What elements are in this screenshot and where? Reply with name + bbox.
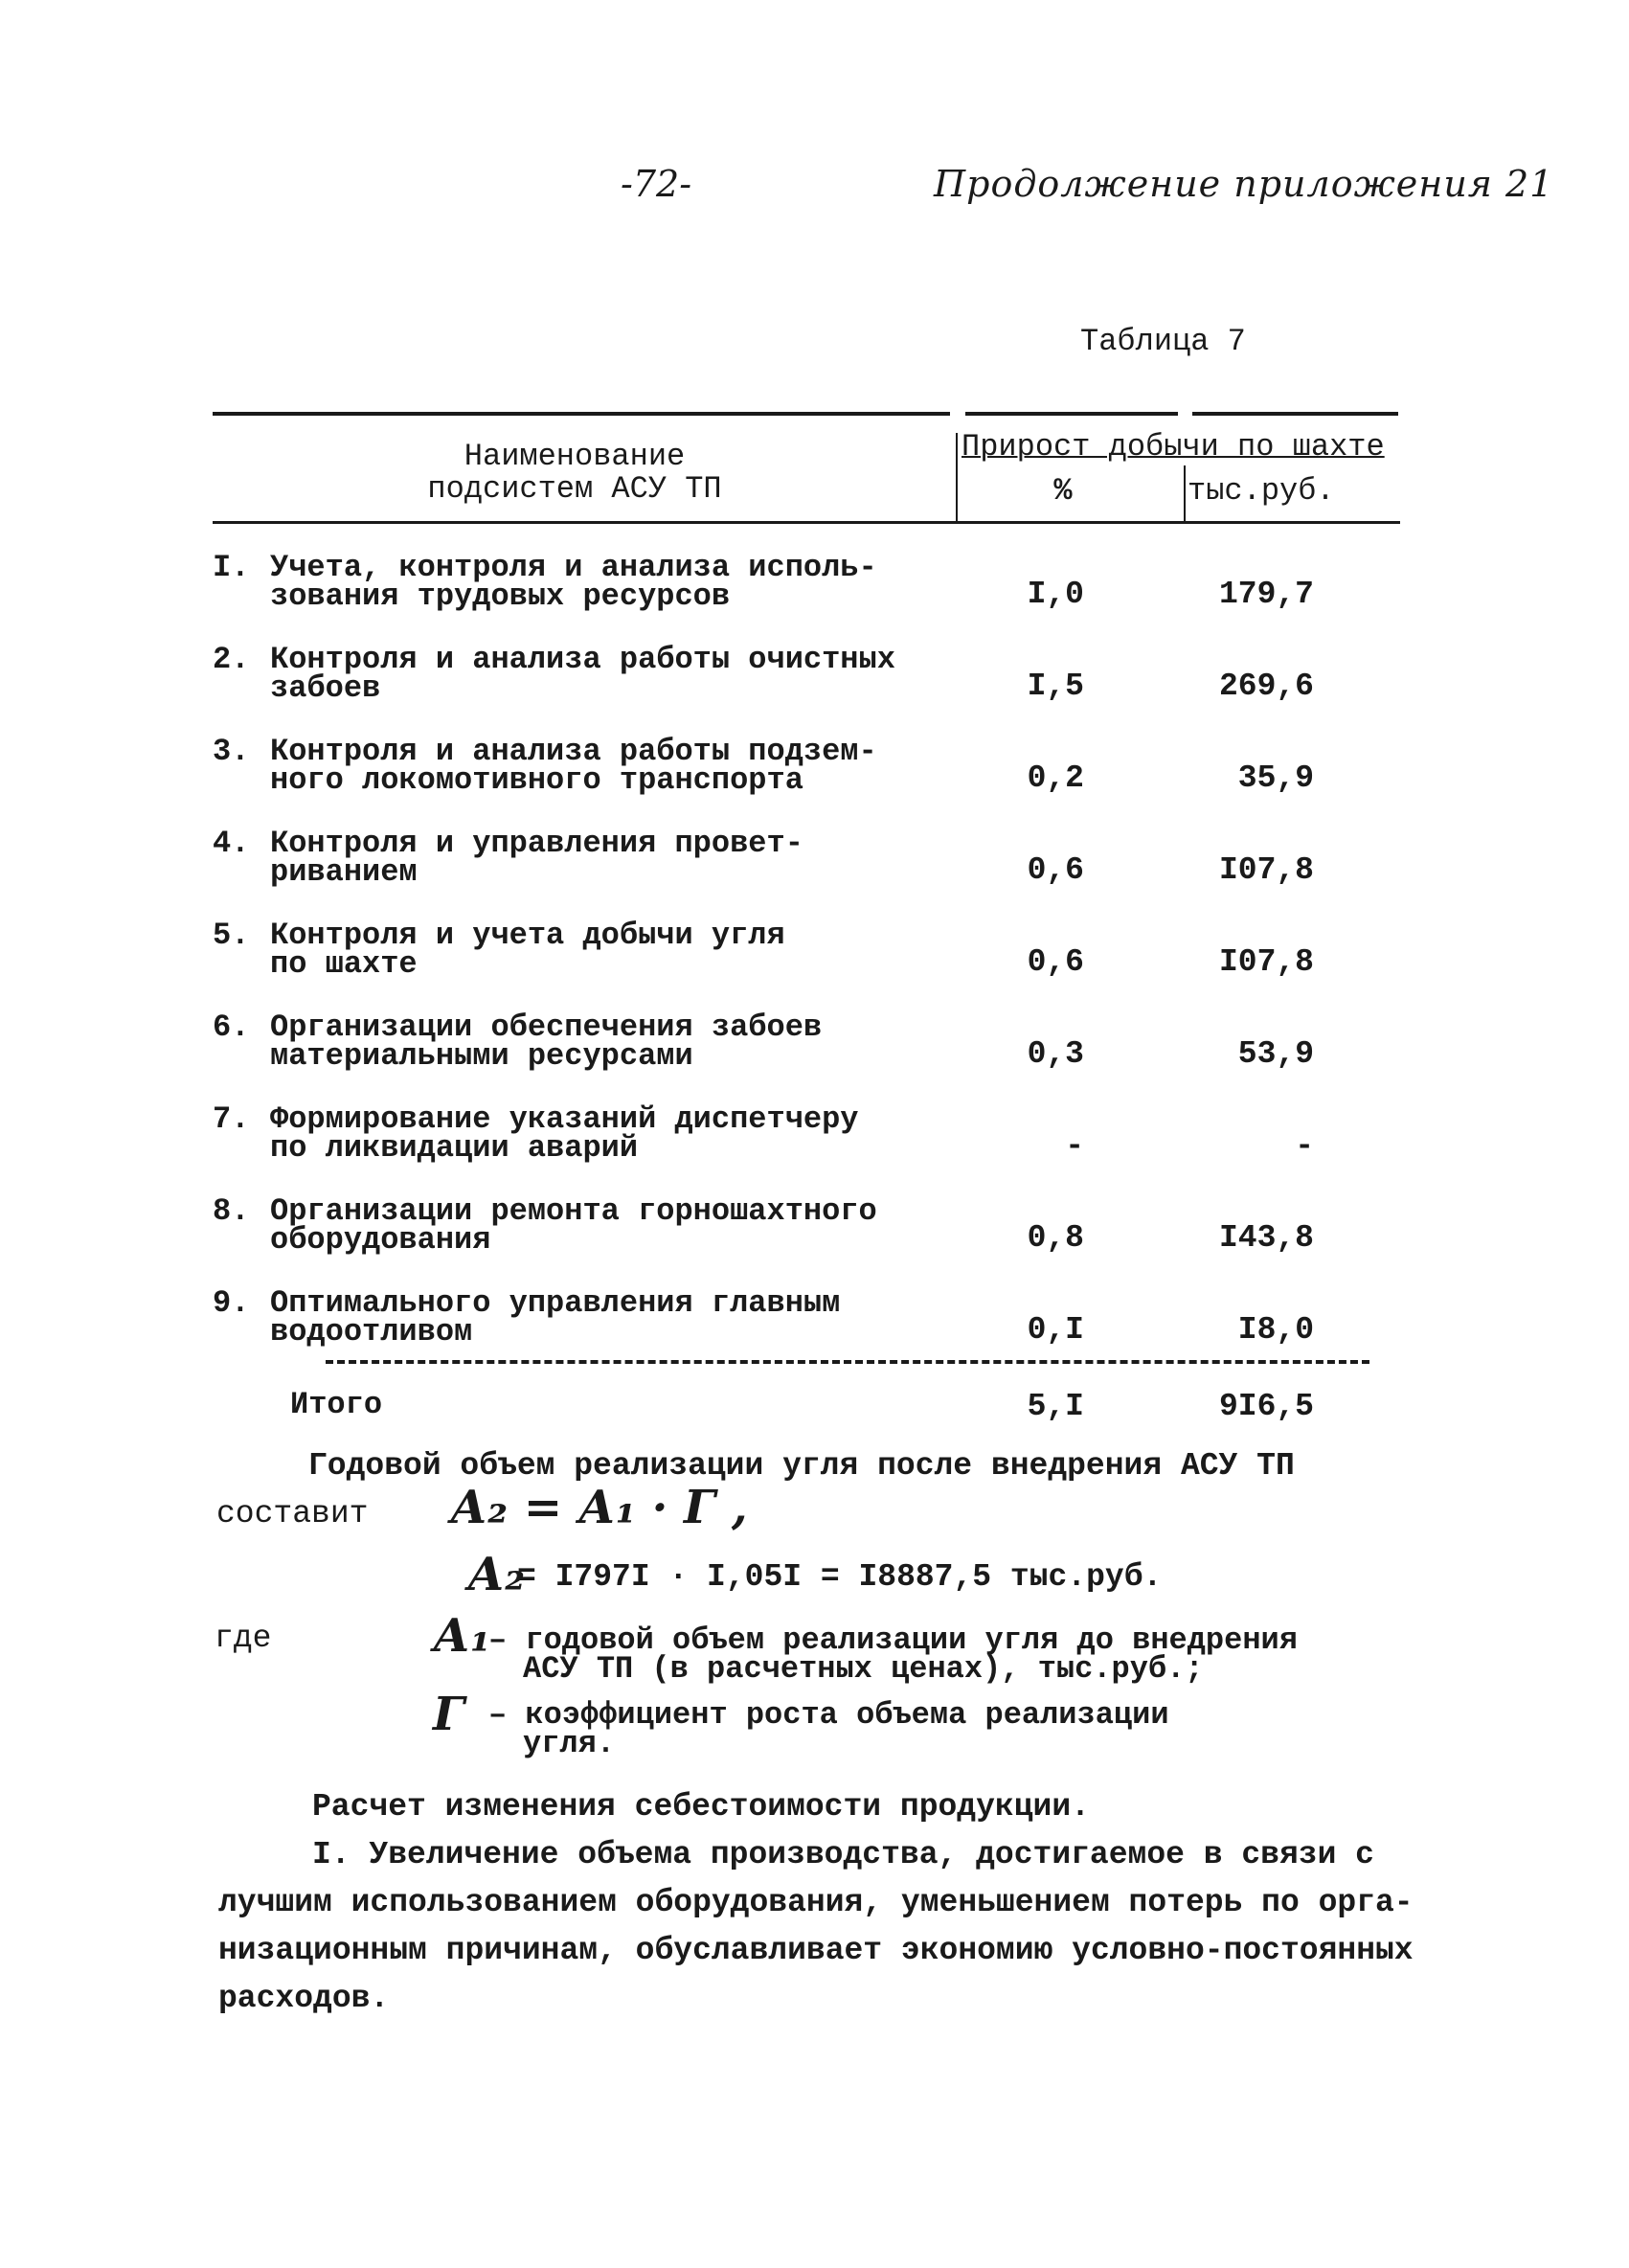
table-dashed-separator: [326, 1360, 1369, 1364]
row-number: I.: [213, 550, 250, 585]
row-name-line2: материальными ресурсами: [270, 1038, 693, 1074]
table-top-rule-left: [213, 412, 950, 416]
column-header-name-line1: Наименование: [464, 439, 686, 474]
row-name-line1: Контроля и анализа работы очистных: [270, 642, 895, 677]
column-header-name-line2: подсистем АСУ ТП: [427, 471, 722, 507]
formula-symbol: А₂: [467, 1548, 526, 1601]
table-header-rule: [213, 521, 1400, 524]
row-sum: -: [1295, 1128, 1314, 1164]
row-number: 6.: [213, 1009, 250, 1045]
row-number: 8.: [213, 1193, 250, 1229]
row-sum: I07,8: [1218, 852, 1314, 888]
total-label: Итого: [290, 1387, 383, 1422]
row-name-line1: Контроля и анализа работы подзем-: [270, 734, 877, 769]
row-percent: 0,6: [1027, 944, 1084, 980]
row-name-line2: по шахте: [270, 946, 418, 982]
paragraph-line: расходов.: [218, 1981, 390, 2016]
row-name-line2: забоев: [270, 670, 381, 706]
appendix-note: Продолжение приложения 21: [934, 163, 1554, 205]
row-percent: -: [1065, 1128, 1084, 1164]
row-number: 9.: [213, 1285, 250, 1321]
definition-text: – коэффициент роста объема реализации: [488, 1697, 1169, 1733]
row-sum: 35,9: [1237, 760, 1314, 796]
where-label: где: [215, 1621, 272, 1656]
row-percent: 0,2: [1027, 760, 1084, 796]
row-name-line2: ного локомотивного транспорта: [270, 762, 803, 798]
row-sum: 179,7: [1218, 577, 1314, 612]
definition-text: угля.: [523, 1726, 616, 1761]
row-sum: I07,8: [1218, 944, 1314, 980]
row-number: 3.: [213, 734, 250, 769]
formula-annual-volume: А₂ = А₁ · Г ,: [450, 1481, 748, 1534]
column-header-name: [316, 441, 833, 506]
section-heading: Расчет изменения себестоимости продукции.: [312, 1789, 1090, 1825]
paragraph-line: Годовой объем реализации угля после внедрения АСУ ТП: [308, 1448, 1295, 1484]
row-number: 4.: [213, 826, 250, 861]
row-number: 7.: [213, 1101, 250, 1137]
header-divider: [956, 433, 958, 521]
row-name-line2: по ликвидации аварий: [270, 1130, 639, 1166]
paragraph-line: составит: [216, 1496, 369, 1531]
table-title: Таблица 7: [1080, 324, 1246, 359]
total-percent: 5,I: [1027, 1389, 1084, 1424]
row-percent: I,0: [1027, 577, 1084, 612]
row-percent: 0,6: [1027, 852, 1084, 888]
column-header-percent: %: [1053, 473, 1073, 509]
paragraph-line: лучшим использованием оборудования, уменьшением потерь по орга-: [218, 1885, 1414, 1920]
row-percent: 0,3: [1027, 1036, 1084, 1072]
total-sum: 9I6,5: [1218, 1389, 1314, 1424]
row-sum: 269,6: [1218, 669, 1314, 704]
row-name-line2: риванием: [270, 854, 418, 890]
row-name-line2: зования трудовых ресурсов: [270, 578, 731, 614]
row-sum: I43,8: [1218, 1220, 1314, 1256]
row-number: 2.: [213, 642, 250, 677]
table-top-rule-mid: [965, 412, 1178, 416]
row-name-line2: оборудования: [270, 1222, 491, 1258]
column-group-header: Прирост добычи по шахте: [962, 429, 1385, 465]
row-sum: 53,9: [1237, 1036, 1314, 1072]
header-subdivider: [1184, 465, 1186, 521]
row-name-line1: Организации ремонта горношахтного: [270, 1193, 877, 1229]
table-top-rule-right: [1192, 412, 1398, 416]
column-header-sum: тыс.руб.: [1188, 473, 1335, 509]
definition-text: АСУ ТП (в расчетных ценах), тыс.руб.;: [523, 1651, 1204, 1687]
page-number: -72-: [621, 163, 692, 205]
row-name-line1: Учета, контроля и анализа исполь-: [270, 550, 877, 585]
paragraph-line: I. Увеличение объема производства, достигаемое в связи с: [312, 1837, 1374, 1872]
definition-text: – годовой объем реализации угля до внедрения: [488, 1622, 1298, 1658]
row-name-line2: водоотливом: [270, 1314, 473, 1349]
row-percent: 0,I: [1027, 1312, 1084, 1348]
row-sum: I8,0: [1237, 1312, 1314, 1348]
row-name-line1: Оптимального управления главным: [270, 1285, 841, 1321]
row-percent: 0,8: [1027, 1220, 1084, 1256]
row-name-line1: Формирование указаний диспетчеру: [270, 1101, 859, 1137]
row-number: 5.: [213, 918, 250, 953]
row-percent: I,5: [1027, 669, 1084, 704]
paragraph-line: низационным причинам, обуславливает экономию условно-постоянных: [218, 1933, 1414, 1968]
row-name-line1: Контроля и управления провет-: [270, 826, 803, 861]
row-name-line1: Контроля и учета добычи угля: [270, 918, 785, 953]
formula-calculation: = I797I · I,05I = I8887,5 тыс.руб.: [517, 1559, 1163, 1595]
definition-symbol: А₁: [433, 1609, 491, 1663]
definition-symbol: Г: [433, 1688, 465, 1741]
row-name-line1: Организации обеспечения забоев: [270, 1009, 823, 1045]
